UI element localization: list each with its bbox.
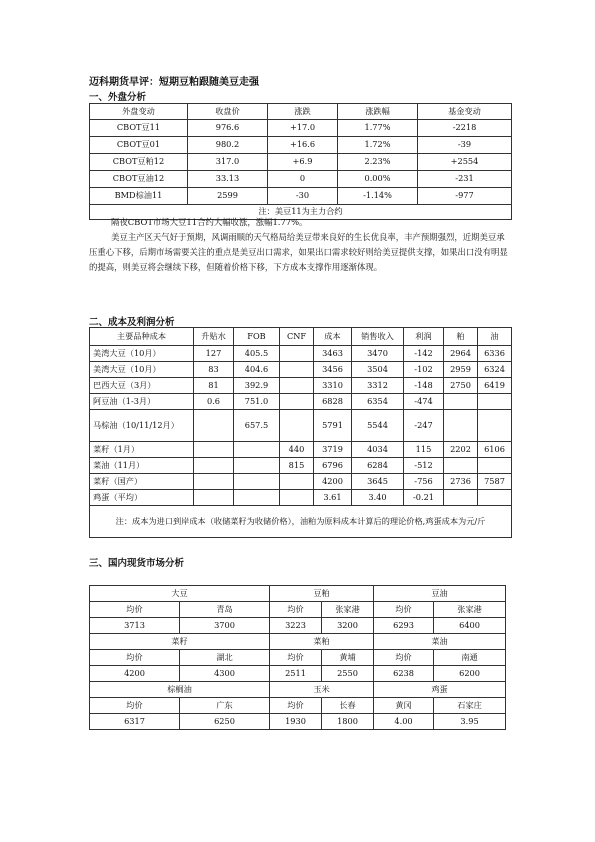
table-cell: -512 [404, 458, 444, 474]
column-header: FOB [234, 328, 280, 346]
table-cell: CBOT豆粕12 [90, 154, 188, 171]
table-cell: 3645 [352, 474, 404, 490]
table-cell: 115 [404, 442, 444, 458]
cost-profit-table [89, 327, 512, 538]
table-cell: 404.6 [234, 362, 280, 378]
table-cell: 317.0 [188, 154, 268, 171]
table-cell: 3200 [322, 618, 374, 634]
column-header: 外盘变动 [90, 104, 188, 120]
table-cell: -2218 [418, 120, 512, 137]
table-cell: 6796 [314, 458, 352, 474]
subheader-cell: 均价 [270, 602, 322, 618]
section1-heading: 一、外盘分析 [89, 92, 147, 103]
table-cell: 1.72% [338, 137, 418, 154]
table-cell [478, 458, 512, 474]
table-cell: 751.0 [234, 394, 280, 410]
table-cell [478, 490, 512, 506]
table-cell: 3312 [352, 378, 404, 394]
category-header: 菜粕 [270, 634, 374, 650]
table-cell: 1.77% [338, 120, 418, 137]
column-header: 收盘价 [188, 104, 268, 120]
table-cell: 440 [280, 442, 314, 458]
table-row [90, 474, 512, 490]
subheader-cell: 青岛 [180, 602, 270, 618]
table-cell: 0 [268, 171, 338, 188]
subheader-cell: 均价 [90, 602, 180, 618]
table-row [90, 666, 506, 682]
table-cell: 4200 [90, 666, 180, 682]
section3-heading: 三、国内现货市场分析 [89, 558, 185, 569]
table-cell [478, 410, 512, 442]
table-row [90, 618, 506, 634]
table-cell: 127 [194, 346, 234, 362]
table-cell: 6317 [90, 714, 180, 730]
table-row [90, 410, 512, 442]
table-cell: 7587 [478, 474, 512, 490]
table-header-row [90, 328, 512, 346]
column-header: 利润 [404, 328, 444, 346]
subheader-row [90, 698, 506, 714]
table-cell: 3223 [270, 618, 322, 634]
category-row [90, 634, 506, 650]
table-cell: 5544 [352, 410, 404, 442]
table-cell: 3.61 [314, 490, 352, 506]
category-header: 玉米 [270, 682, 374, 698]
subheader-cell: 黄埔 [322, 650, 374, 666]
table-cell: 2599 [188, 188, 268, 205]
table-cell: 6250 [180, 714, 270, 730]
table-cell: 83 [194, 362, 234, 378]
table-cell [234, 442, 280, 458]
table-row [90, 171, 512, 188]
table-cell: 0.00% [338, 171, 418, 188]
table-cell: 5791 [314, 410, 352, 442]
table-cell: -474 [404, 394, 444, 410]
table-cell: -756 [404, 474, 444, 490]
table-note: 注：成本为进口到岸成本（收储菜籽为收储价格），油粕为原料成本计算后的理论价格,鸡蛋成本为元/斤 [90, 506, 512, 538]
column-header: CNF [280, 328, 314, 346]
table-cell [280, 410, 314, 442]
table-cell: 980.2 [188, 137, 268, 154]
subheader-row [90, 602, 506, 618]
table-header-row [90, 104, 512, 120]
table-cell: -1.14% [338, 188, 418, 205]
table-cell [234, 474, 280, 490]
table-cell [194, 410, 234, 442]
table-row [90, 394, 512, 410]
subheader-cell: 均价 [270, 698, 322, 714]
table-cell: 菜油（11月） [90, 458, 194, 474]
subheader-cell: 南通 [434, 650, 506, 666]
subheader-cell: 均价 [270, 650, 322, 666]
table-cell: 美湾大豆（10月） [90, 346, 194, 362]
table-cell [444, 394, 478, 410]
column-header: 涨跌 [268, 104, 338, 120]
table-cell: 3310 [314, 378, 352, 394]
table-cell: 4200 [314, 474, 352, 490]
table-cell [478, 394, 512, 410]
table-cell: 4034 [352, 442, 404, 458]
table-cell: 马棕油（10/11/12月） [90, 410, 194, 442]
table-cell: -102 [404, 362, 444, 378]
table-cell: -30 [268, 188, 338, 205]
table-cell: 6324 [478, 362, 512, 378]
subheader-cell: 张家港 [434, 602, 506, 618]
subheader-cell: 张家港 [322, 602, 374, 618]
column-header: 销售收入 [352, 328, 404, 346]
subheader-cell: 湖北 [180, 650, 270, 666]
table-cell: 0.6 [194, 394, 234, 410]
section1-paragraph2: 美豆主产区天气好于预期，风调雨顺的天气格局给美豆带来良好的生长优良率，丰产预期强烈，近期美豆承压重心下移，后期市场需要关注的重点是美豆出口需求，如果出口需求较好则给美豆提供支撑，如果出口没有明显的提高，则美豆将会继续下移，但随着价格下移，下方成本支撑作用逐渐体现。 [89, 232, 508, 272]
table-cell: 3.40 [352, 490, 404, 506]
table-row [90, 490, 512, 506]
table-cell: 2750 [444, 378, 478, 394]
subheader-cell: 长春 [322, 698, 374, 714]
table-cell: 4.00 [374, 714, 434, 730]
table-cell: 2.23% [338, 154, 418, 171]
table-cell: 1800 [322, 714, 374, 730]
subheader-row [90, 650, 506, 666]
category-header: 豆油 [374, 586, 506, 602]
category-row [90, 682, 506, 698]
table-cell: 405.5 [234, 346, 280, 362]
table-cell [280, 378, 314, 394]
table-cell: 2964 [444, 346, 478, 362]
subheader-cell: 石家庄 [434, 698, 506, 714]
table-note: 注：美豆11为主力合约 [90, 205, 512, 220]
table-cell: -39 [418, 137, 512, 154]
table-cell: 6238 [374, 666, 434, 682]
table-row [90, 458, 512, 474]
table-row [90, 188, 512, 205]
table-cell: 81 [194, 378, 234, 394]
table-row [90, 346, 512, 362]
subheader-cell: 黄冈 [374, 698, 434, 714]
table-cell: -977 [418, 188, 512, 205]
table-cell: 3463 [314, 346, 352, 362]
table-cell [194, 490, 234, 506]
table-cell: 2959 [444, 362, 478, 378]
table-row [90, 378, 512, 394]
table-cell: 2736 [444, 474, 478, 490]
column-header: 基金变动 [418, 104, 512, 120]
table-cell: 2511 [270, 666, 322, 682]
table-cell: 2550 [322, 666, 374, 682]
table-cell: CBOT豆油12 [90, 171, 188, 188]
table-cell: 6200 [434, 666, 506, 682]
column-header: 涨跌幅 [338, 104, 418, 120]
table-cell: 菜籽（1月） [90, 442, 194, 458]
column-header: 主要品种成本 [90, 328, 194, 346]
table-cell: 3700 [180, 618, 270, 634]
table-cell [280, 362, 314, 378]
category-header: 菜籽 [90, 634, 270, 650]
table-cell: 巴西大豆（3月） [90, 378, 194, 394]
table-cell: 3504 [352, 362, 404, 378]
category-header: 菜油 [374, 634, 506, 650]
subheader-cell: 均价 [90, 650, 180, 666]
table-cell: 3719 [314, 442, 352, 458]
table-cell [444, 410, 478, 442]
table-cell: 6284 [352, 458, 404, 474]
table-cell: 4300 [180, 666, 270, 682]
table-cell: 3470 [352, 346, 404, 362]
section1-paragraph1: 隔夜CBOT市场大豆11合约大幅收涨，涨幅1.77%。 [111, 217, 308, 227]
table-cell: 6293 [374, 618, 434, 634]
table-cell: -247 [404, 410, 444, 442]
table-cell: 鸡蛋（平均） [90, 490, 194, 506]
table-cell: 6400 [434, 618, 506, 634]
table-row [90, 714, 506, 730]
table-cell: 1930 [270, 714, 322, 730]
table-cell: +17.0 [268, 120, 338, 137]
table-cell [194, 442, 234, 458]
table-row [90, 120, 512, 137]
table-cell: 6419 [478, 378, 512, 394]
table-cell: -142 [404, 346, 444, 362]
table-cell: +2554 [418, 154, 512, 171]
table-cell: CBOT豆01 [90, 137, 188, 154]
column-header: 成本 [314, 328, 352, 346]
table-cell: 392.9 [234, 378, 280, 394]
table-row [90, 442, 512, 458]
table-cell: 3456 [314, 362, 352, 378]
category-header: 鸡蛋 [374, 682, 506, 698]
table-cell [280, 490, 314, 506]
table-row [90, 362, 512, 378]
table-cell: +16.6 [268, 137, 338, 154]
external-market-table [89, 103, 512, 220]
table-cell [194, 474, 234, 490]
table-cell: CBOT豆11 [90, 120, 188, 137]
table-cell [444, 490, 478, 506]
document-title: 迈科期货早评：短期豆粕跟随美豆走强 [89, 77, 259, 88]
table-cell [280, 474, 314, 490]
table-cell: -148 [404, 378, 444, 394]
table-cell: BMD棕油11 [90, 188, 188, 205]
table-cell: 657.5 [234, 410, 280, 442]
table-cell [234, 490, 280, 506]
table-cell: 美湾大豆（10月） [90, 362, 194, 378]
subheader-cell: 均价 [90, 698, 180, 714]
table-cell: 菜籽（国产） [90, 474, 194, 490]
table-cell [194, 458, 234, 474]
table-cell: 3713 [90, 618, 180, 634]
table-cell: 976.6 [188, 120, 268, 137]
table-row [90, 154, 512, 171]
category-row [90, 586, 506, 602]
table-cell: 815 [280, 458, 314, 474]
table-cell: 2202 [444, 442, 478, 458]
table-cell: 3.95 [434, 714, 506, 730]
table-cell: 6106 [478, 442, 512, 458]
spot-market-table [89, 585, 506, 730]
table-cell: 6828 [314, 394, 352, 410]
table-cell: 6336 [478, 346, 512, 362]
subheader-cell: 均价 [374, 602, 434, 618]
table-cell: +6.9 [268, 154, 338, 171]
table-cell: -0.21 [404, 490, 444, 506]
table-cell: 阿豆油（1-3月） [90, 394, 194, 410]
column-header: 粕 [444, 328, 478, 346]
category-header: 豆粕 [270, 586, 374, 602]
table-cell [234, 458, 280, 474]
subheader-cell: 广东 [180, 698, 270, 714]
table-cell: 33.13 [188, 171, 268, 188]
table-cell [444, 458, 478, 474]
section2-heading: 二、成本及利润分析 [89, 317, 175, 328]
column-header: 升贴水 [194, 328, 234, 346]
column-header: 油 [478, 328, 512, 346]
table-row [90, 137, 512, 154]
category-header: 大豆 [90, 586, 270, 602]
table-cell: 6354 [352, 394, 404, 410]
table-cell: -231 [418, 171, 512, 188]
table-note-row [90, 506, 512, 538]
subheader-cell: 均价 [374, 650, 434, 666]
table-cell [280, 394, 314, 410]
table-cell [280, 346, 314, 362]
category-header: 棕榈油 [90, 682, 270, 698]
